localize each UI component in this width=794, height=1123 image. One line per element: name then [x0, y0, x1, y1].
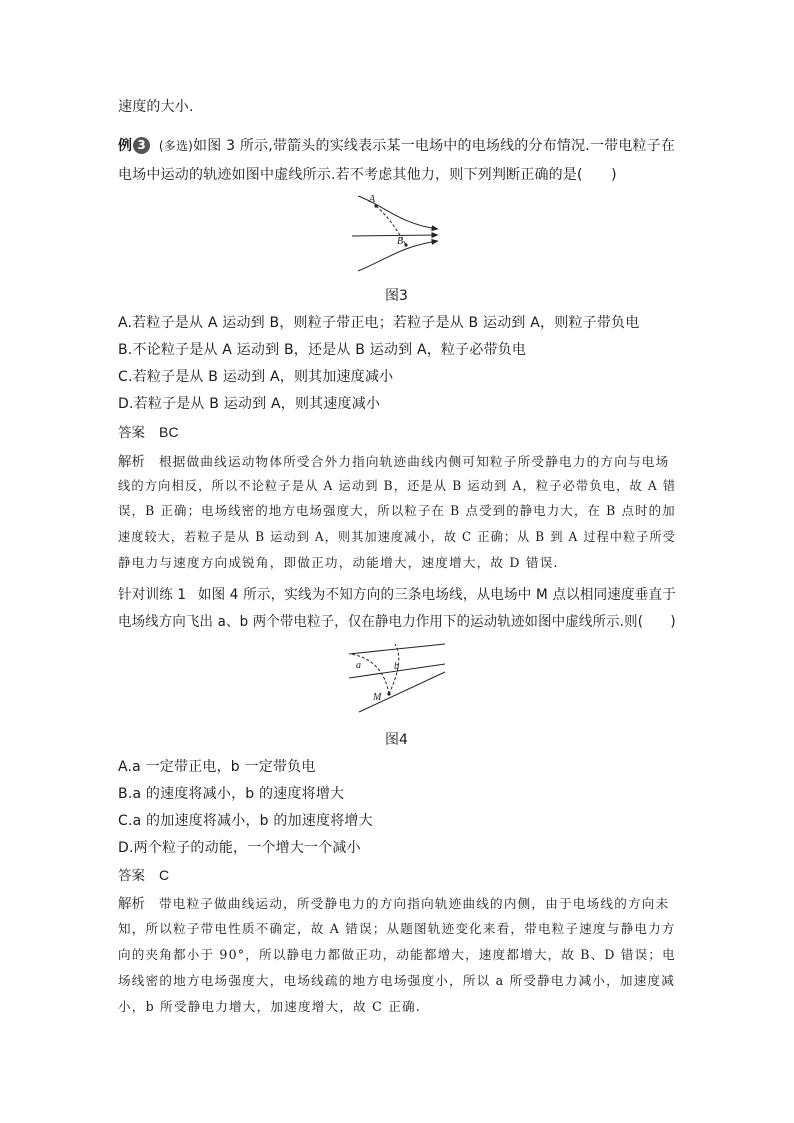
option-d: D.若粒子是从 B 运动到 A，则其速度减小 — [118, 396, 381, 412]
analysis-label: 解析 — [118, 454, 145, 470]
point-a-label: A — [369, 194, 376, 205]
training-stem-2: 电场线方向飞出 a、b 两个带电粒子，仅在静电力作用下的运动轨迹如图中虚线所示.则( ) — [118, 614, 676, 630]
label-b: b — [394, 661, 399, 672]
example-stem-2: 电场中运动的轨迹如图中虚线所示.若不考虑其他力，则下列判断正确的是( ) — [118, 167, 617, 183]
answer-label: 答案 — [118, 425, 145, 441]
example-stem-1: 如图 3 所示,带箭头的实线表示某一电场中的电场线的分布情况.一带电粒子在 — [193, 138, 676, 154]
label-a: a — [356, 660, 361, 671]
answer-value: BC — [159, 424, 179, 440]
training-answer-row — [118, 864, 169, 884]
training-analysis-line-4: 场线密的地方电场强度大，电场线疏的地方电场强度小，所以 a 所受静电力减小，加速度减 — [118, 973, 676, 988]
training-analysis-line-1: 解析 带电粒子做曲线运动，所受静电力的方向指向轨迹曲线的内侧，由于电场线的方向未 — [118, 896, 670, 912]
analysis-line-3: 误，B 正确；电场线密的地方电场强度大，所以粒子在 B 点受到的静电力大，在 B 点时的加 — [118, 503, 676, 518]
training-answer-label: 答案 — [118, 868, 145, 884]
option-b: B.不论粒子是从 A 运动到 B，还是从 B 运动到 A，粒子必带负电 — [118, 342, 527, 358]
figure-4-caption: 图4 — [385, 732, 408, 748]
training-option-d: D.两个粒子的动能，一个增大一个减小 — [118, 840, 361, 856]
training-answer-value: C — [159, 867, 170, 883]
answer-row — [118, 421, 179, 441]
example-number-badge: 3 — [133, 137, 150, 154]
label-m: M — [373, 692, 382, 703]
training-analysis-line-3: 向的夹角都小于 90°，所以静电力都做正功，动能都增大，速度都增大，故 B、D 错误；电 — [118, 947, 676, 962]
training-analysis-label: 解析 — [118, 896, 145, 912]
example-label: 例 — [118, 138, 133, 154]
analysis-line-4: 速度较大，若粒子是从 B 运动到 A，则其加速度减小，故 C 正确；从 B 到 A 过程中粒子所受 — [118, 529, 676, 544]
training-option-a: A.a 一定带正电，b 一定带负电 — [118, 759, 316, 775]
analysis-line-2: 线的方向相反，所以不论粒子是从 A 运动到 B，还是从 B 运动到 A，粒子必带负电，故 A 错 — [118, 478, 677, 493]
training-stem-1: 如图 4 所示，实线为不知方向的三条电场线，从电场中 M 点以相同速度垂直于 — [197, 587, 676, 603]
figure-3-diagram — [340, 188, 452, 274]
figure-3-caption: 图3 — [385, 288, 408, 304]
figure-4-diagram — [345, 636, 449, 716]
example-tag: (多选) — [158, 139, 194, 153]
analysis-line-1: 解析 根据做曲线运动物体所受合外力指向轨迹曲线内侧可知粒子所受静电力的方向与电场 — [118, 454, 670, 470]
training-option-c: C.a 的加速度将减小，b 的加速度将增大 — [118, 813, 373, 829]
previous-text-line: 速度的大小. — [118, 99, 194, 115]
point-b-label: B — [397, 236, 404, 247]
field-line-middle — [352, 235, 438, 236]
option-a: A.若粒子是从 A 运动到 B，则粒子带正电；若粒子是从 B 运动到 A，则粒子带负电 — [118, 315, 640, 331]
point-b-dot — [404, 243, 407, 246]
point-m-dot — [387, 692, 390, 695]
example-3-line-1 — [118, 135, 675, 155]
field-line-lower — [359, 672, 445, 712]
training-title: 针对训练 1 — [118, 587, 187, 603]
training-1-line-1 — [118, 584, 676, 604]
analysis-line-5: 静电力与速度方向成锐角，即做正功，动能增大，速度增大，故 D 错误. — [118, 555, 559, 570]
option-c: C.若粒子是从 B 运动到 A，则其加速度减小 — [118, 369, 394, 385]
training-analysis-line-2: 知，所以粒子带电性质不确定，故 A 错误；从题图轨迹变化来看，带电粒子速度与静电力方 — [118, 921, 676, 936]
training-analysis-line-5: 小，b 所受静电力增大，加速度增大，故 C 正确. — [118, 999, 421, 1014]
training-option-b: B.a 的速度将减小，b 的速度将增大 — [118, 786, 345, 802]
